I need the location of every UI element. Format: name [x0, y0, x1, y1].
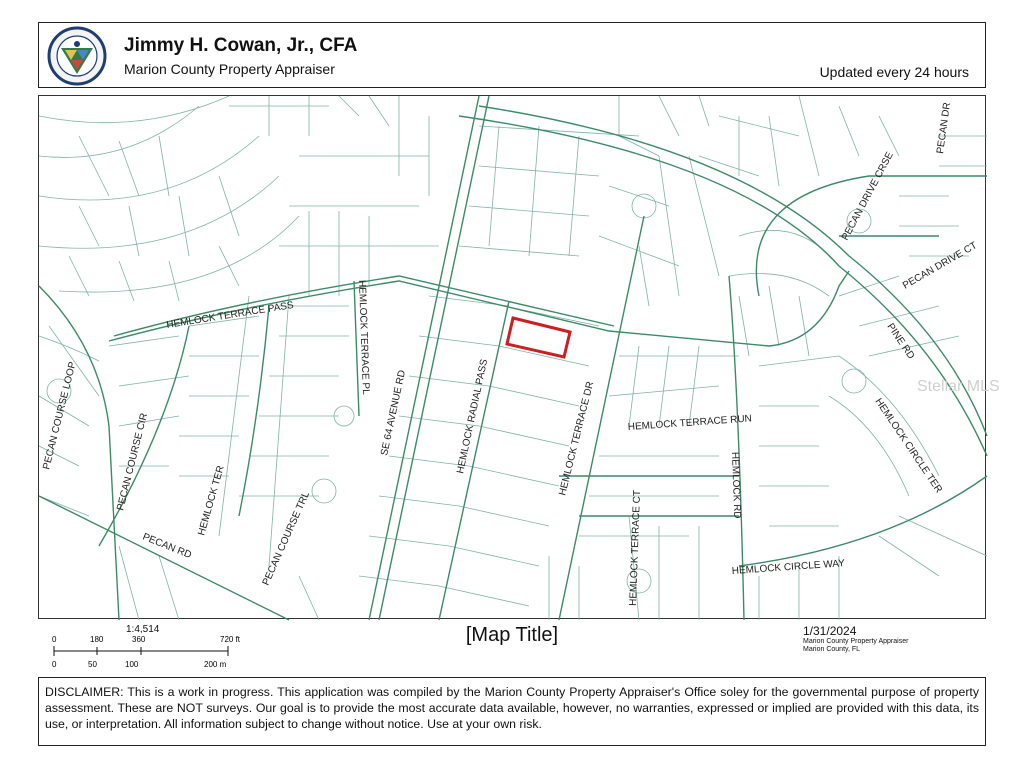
map-date: 1/31/2024 [803, 624, 857, 638]
label-hemlock-terrace-pass: HEMLOCK TERRACE PASS [165, 299, 295, 331]
label-hemlock-circle-way: HEMLOCK CIRCLE WAY [731, 558, 846, 577]
update-note: Updated every 24 hours [819, 64, 969, 80]
label-se-64-avenue-rd: SE 64 AVENUE RD [379, 369, 409, 457]
road-lines [39, 96, 987, 620]
map-title: [Map Title] [465, 624, 559, 646]
label-pecan-drive-ct: PECAN DRIVE CT [901, 240, 980, 292]
mls-watermark: Stellar MLS [917, 378, 1000, 395]
date-source-line: Marion County Property Appraiser [803, 638, 909, 645]
subject-parcel-outline[interactable] [507, 318, 570, 357]
scale-ft-tick: 180 [90, 635, 104, 644]
map-canvas[interactable] [39, 96, 1000, 620]
label-pecan-rd: PECAN RD [140, 531, 193, 562]
appraiser-name: Jimmy H. Cowan, Jr., CFA [124, 35, 358, 56]
scale-m-tick: 200 m [204, 660, 227, 669]
label-pecan-course-trl: PECAN COURSE TRL [260, 490, 313, 588]
label-pecan-dr: PECAN DR [935, 101, 954, 155]
label-pecan-drive-crse: PECAN DRIVE CRSE [839, 150, 896, 243]
date-location-line: Marion County, FL [803, 646, 861, 653]
scale-m-tick: 50 [88, 660, 97, 669]
label-pecan-course-cir: PECAN COURSE CIR [115, 412, 151, 512]
scale-ft-tick: 360 [132, 635, 146, 644]
label-hemlock-circle-ter: HEMLOCK CIRCLE TER [872, 396, 944, 496]
label-hemlock-terrace-dr: HEMLOCK TERRACE DR [557, 380, 597, 497]
scale-m-tick: 100 [125, 660, 139, 669]
date-block [803, 624, 983, 654]
scale-ratio: 1:4,514 [126, 624, 160, 635]
scale-bar [38, 622, 258, 674]
label-hemlock-radial-pass: HEMLOCK RADIAL PASS [455, 358, 491, 475]
label-hemlock-ter: HEMLOCK TER [196, 464, 227, 537]
scale-ft-tick: 720 ft [220, 635, 241, 644]
label-hemlock-terrace-ct: HEMLOCK TERRACE CT [628, 489, 644, 607]
scale-m-tick: 0 [52, 660, 57, 669]
label-hemlock-rd: HEMLOCK RD [729, 451, 743, 519]
parcel-map[interactable] [38, 95, 1000, 619]
disclaimer-box: DISCLAIMER: This is a work in progress. This application was compiled by the Marion County Property Appraiser's Office soley for the governmental purpose of property assessment. These are NOT surveys. Our goal is to provide the most accurate data available, however, no warranties, expressed or implied are provided with this data, its use, or interpretation. All information subject to change without notice. Use at your own risk. [38, 677, 986, 746]
label-pecan-course-loop: PECAN COURSE LOOP [41, 360, 79, 471]
label-hemlock-terrace-pl: HEMLOCK TERRACE PL [356, 279, 372, 395]
scale-ft-tick: 0 [52, 635, 57, 644]
label-pine-rd: PINE RD [884, 321, 917, 362]
header-panel [38, 22, 986, 88]
office-name: Marion County Property Appraiser [124, 61, 335, 77]
label-hemlock-terrace-run: HEMLOCK TERRACE RUN [627, 413, 753, 433]
county-seal-logo [47, 26, 107, 86]
